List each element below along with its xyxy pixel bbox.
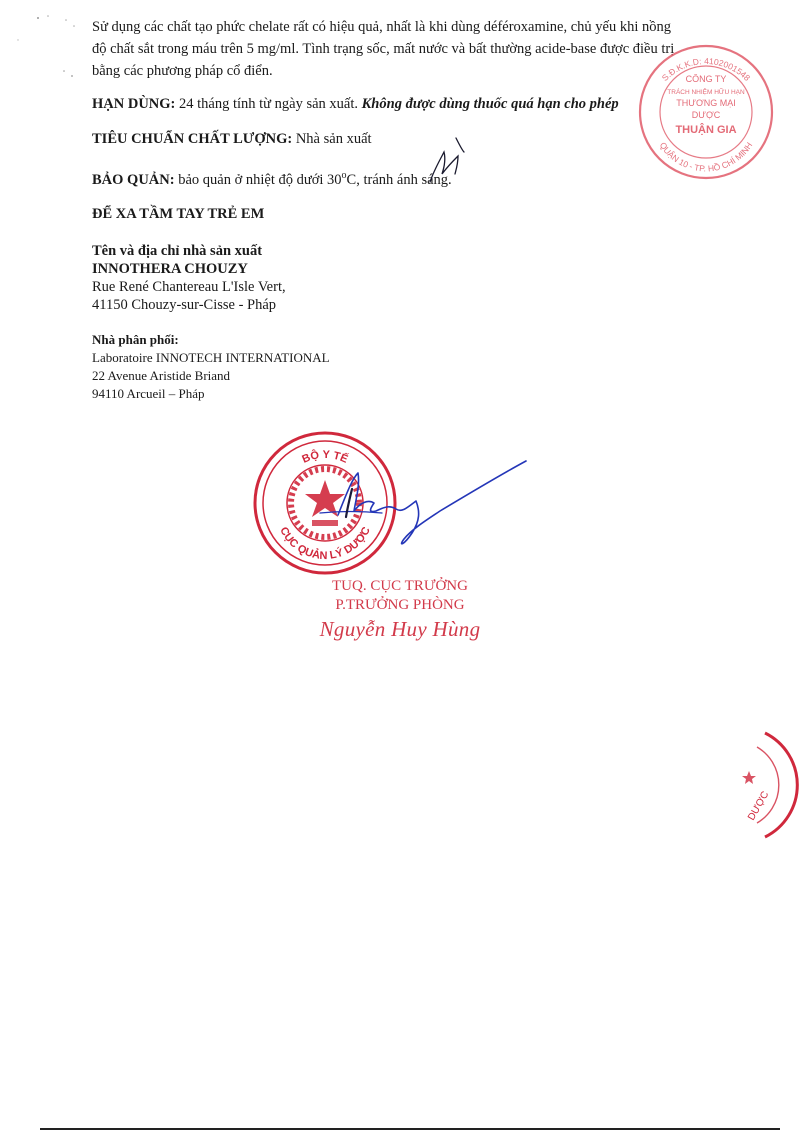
storage-text: bảo quản ở nhiệt độ dưới 30: [174, 171, 342, 188]
treatment-line-3: bằng các phương pháp cổ điển.: [92, 63, 273, 79]
treatment-line-2: độ chất sắt trong máu trên 5 mg/ml. Tình trạng sốc, mất nước và bất thường acide-base được điều trị: [92, 41, 675, 57]
expiry-warning: Không được dùng thuốc quá hạn cho phép: [361, 96, 619, 112]
company-stamp-line-3: THƯƠNG MẠI: [676, 98, 736, 108]
children-warning: ĐỂ XA TẦM TAY TRẺ EM: [92, 206, 265, 222]
agency-stamp-ring-top: BỘ Y TẾ: [300, 448, 350, 466]
distributor-address-1: 22 Avenue Aristide Briand: [92, 368, 231, 383]
bottom-rule: [40, 1128, 780, 1130]
manufacturer-address-2: 41150 Chouzy-sur-Cisse - Pháp: [92, 297, 277, 313]
official-title-line-2: P.TRƯỞNG PHÒNG: [335, 597, 465, 613]
official-name: Nguyễn Huy Hùng: [319, 617, 481, 641]
distributor-name: Laboratoire INNOTECH INTERNATIONAL: [92, 350, 330, 365]
edge-stamp-text: DƯỢC: [746, 789, 772, 823]
storage-label: BẢO QUẢN:: [92, 171, 175, 188]
agency-stamp-ring-bottom: CỤC QUẢN LÝ DƯỢC: [277, 525, 373, 563]
company-stamp-ring-bottom: QUẬN 10 - TP. HỒ CHÍ MINH: [657, 140, 755, 174]
manufacturer-address-1: Rue René Chantereau L'Isle Vert,: [92, 279, 286, 295]
official-title-line-1: TUQ. CỤC TRƯỞNG: [332, 578, 468, 594]
company-stamp-line-5: THUẬN GIA: [675, 124, 737, 136]
distributor-heading: Nhà phân phối:: [92, 332, 179, 347]
degree-superscript: o: [341, 170, 347, 181]
treatment-line-1: Sử dụng các chất tạo phức chelate rất có hiệu quả, nhất là khi dùng déféroxamine, chủ yếu khi nồng: [92, 19, 672, 35]
company-stamp-ring-top: S.Đ.K.K.D: 4102001548: [659, 55, 753, 83]
company-stamp-line-4: DƯỢC: [691, 110, 721, 120]
company-stamp-line-2: TRÁCH NHIỆM HỮU HẠN: [667, 89, 745, 96]
quality-text: Nhà sản xuất: [292, 131, 372, 147]
quality-label: TIÊU CHUẨN CHẤT LƯỢNG:: [92, 131, 293, 147]
expiry-text: 24 tháng tính từ ngày sản xuất.: [175, 96, 362, 112]
storage-text-after: C, tránh ánh sáng.: [346, 171, 452, 188]
manufacturer-heading: Tên và địa chỉ nhà sản xuất: [92, 243, 263, 259]
expiry-label: HẠN DÙNG:: [92, 96, 176, 112]
manufacturer-name: INNOTHERA CHOUZY: [92, 261, 248, 277]
company-stamp-line-1: CÔNG TY: [685, 74, 727, 84]
distributor-address-2: 94110 Arcueil – Pháp: [92, 386, 205, 401]
